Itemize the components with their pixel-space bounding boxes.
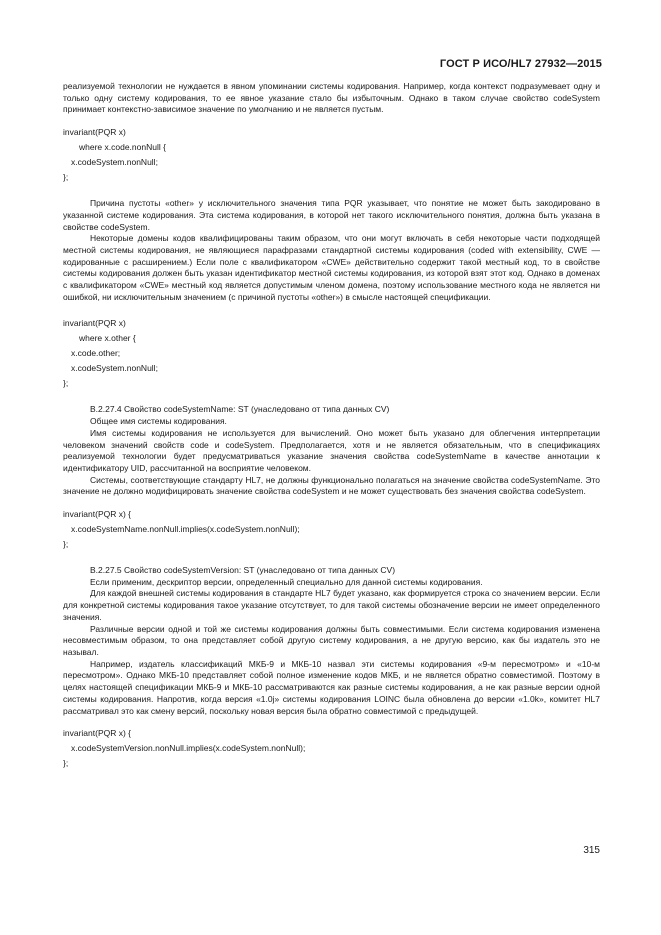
section-heading: B.2.27.4 Свойство codeSystemName: ST (унаследовано от типа данных CV) — [90, 404, 390, 415]
code-line: x.codeSystemName.nonNull.implies(x.codeSystem.nonNull); — [71, 524, 300, 535]
code-line: x.code.other; — [71, 348, 121, 359]
paragraph: Системы, соответствующие стандарту HL7, не должны функционально полагаться на значение свойства codeSystemName. Это значение не должно модифицировать значение свойства codeSystem и не может существовать без значения свойства codeSystem. — [63, 474, 600, 497]
code-block — [63, 125, 600, 185]
section-subheading: Если применим, дескриптор версии, определенный специально для данной системы кодирования. — [90, 576, 483, 587]
paragraph: реализуемой технологии не нуждается в явном упоминании системы кодирования. Например, когда контекст подразумевает одну и только одну систему кодирования, то ее явное указание стало бы избыточным. Однако в таком случае свойство codeSystem принимает контекстно-зависимое значение по умолчанию и не является пустым. — [63, 81, 600, 115]
paragraph: Имя системы кодирования не используется для вычислений. Оно может быть указано для облегчения интерпретации человеком значений свойств code и codeSystem. Предполагается, хотя и не является обязательным, что в спецификациях реализуемой технологии будет предусматриваться указание значения свойства codeSystemName в качестве аннотации к идентификатору UID, рассчитанной на восприятие человеком. — [63, 427, 600, 473]
code-line: where x.code.nonNull { — [79, 142, 166, 153]
code-line: x.codeSystem.nonNull; — [71, 157, 158, 168]
code-block — [63, 316, 600, 391]
page-body — [63, 81, 600, 771]
code-line: x.codeSystem.nonNull; — [71, 363, 158, 374]
code-line: invariant(PQR x) — [63, 318, 126, 329]
document-id-header: ГОСТ Р ИСО/HL7 27932—2015 — [439, 58, 602, 70]
code-line: }; — [63, 539, 69, 550]
code-line: invariant(PQR x) { — [63, 728, 132, 739]
paragraph: Некоторые домены кодов квалифицированы таким образом, что они могут включать в себя некоторые части подходящей местной системы кодирования, не являющиеся парафразами стандартной системы кодирования (coded with extensibility, CWE — кодированные с расширением.) Если поле с квалификатором «CWE» действительно содержит такой местный код, то в свойстве системы кодирования должен быть указан идентификатор местной системы кодирования, из которой взят этот код. Однако в доменах с квалификатором «CWE» местный код является допустимым членом домена, поэтому использование местного кода не является ни ошибкой, ни исключительным значением (с причиной пустоты «other») в смысле настоящей спецификации. — [63, 233, 600, 302]
section-subheading: Общее имя системы кодирования. — [90, 416, 227, 427]
paragraph: Для каждой внешней системы кодирования в стандарте HL7 будет указано, как формируется строка со значением версии. Если для конкретной системы кодирования такое указание отсутствует, то для такой системы обозначение версии не имеет определенного значения. — [63, 588, 600, 622]
code-line: where x.other { — [79, 333, 136, 344]
code-block — [63, 726, 600, 771]
code-line: }; — [63, 172, 69, 183]
code-block — [63, 507, 600, 552]
page-number: 315 — [583, 845, 600, 856]
paragraph: Например, издатель классификаций МКБ-9 и МКБ-10 назвал эти системы кодирования «9-м пересмотром» и «10-м пересмотром». Однако МКБ-10 представляет собой полное изменение кодов МКБ, и не является обратно совместимой. Поэтому в целях настоящей спецификации МКБ-9 и МКБ-10 рассматриваются как разные системы кодирования, а не как разные версии одной системы кодирования. Напротив, когда версия «1.0j» системы кодирования LOINC была обновлена до версии «1.0k», комитет HL7 рассматривал это как смену версий, поскольку новая версия была обратно совместимой с предыдущей. — [63, 658, 600, 716]
section-heading: B.2.27.5 Свойство codeSystemVersion: ST (унаследовано от типа данных CV) — [90, 565, 396, 576]
paragraph: Различные версии одной и той же системы кодирования должны быть совместимыми. Если система кодирования изменена несовместимым образом, то она представляет собой другую систему кодирования, а не другую версию, как бы издатель это не называл. — [63, 623, 600, 657]
code-line: invariant(PQR x) { — [63, 509, 132, 520]
code-line: }; — [63, 758, 69, 769]
code-line: invariant(PQR x) — [63, 127, 126, 138]
code-line: }; — [63, 378, 69, 389]
paragraph: Причина пустоты «other» у исключительного значения типа PQR указывает, что понятие не может быть закодировано в указанной системе кодирования. Эта система кодирования, в которой нет такого исключительного понятия, должна быть указана в свойстве codeSystem. — [63, 198, 600, 232]
code-line: x.codeSystemVersion.nonNull.implies(x.codeSystem.nonNull); — [71, 743, 306, 754]
